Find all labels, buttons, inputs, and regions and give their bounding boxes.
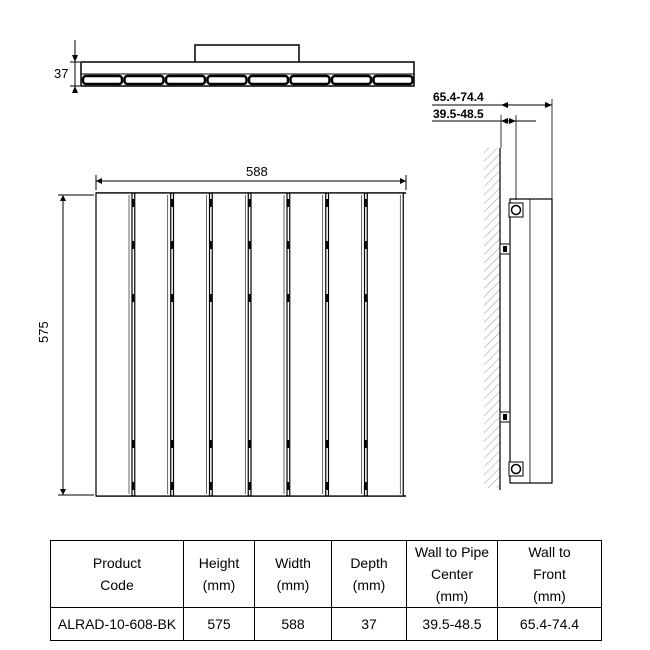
height-label: 575 [36, 321, 51, 343]
front-view-panel [329, 193, 365, 496]
header-wall-to-front: Wall to Front (mm) [498, 541, 602, 608]
wall-hatch [484, 148, 500, 488]
top-view-slot [208, 76, 247, 84]
top-view-slot [332, 76, 371, 84]
specification-table [50, 540, 602, 641]
side-view-bracket-upper [500, 244, 510, 254]
top-view [54, 40, 414, 93]
cell-wall-to-front: 65.4-74.4 [498, 608, 602, 641]
cell-depth: 37 [332, 608, 407, 641]
cell-product-code: ALRAD-10-608-BK [51, 608, 184, 641]
header-height: Height (mm) [184, 541, 255, 608]
front-view [36, 164, 406, 496]
front-view-panel [290, 193, 326, 496]
front-view-panel [96, 193, 132, 496]
top-view-slot [374, 76, 413, 84]
front-view-panel [367, 193, 403, 496]
cell-width: 588 [255, 608, 332, 641]
wall-to-front-label: 65.4-74.4 [433, 90, 484, 104]
front-view-panel [212, 193, 248, 496]
table-row [51, 608, 602, 641]
header-wall-to-pipe-center: Wall to Pipe Center (mm) [407, 541, 498, 608]
wall-to-pipe-label: 39.5-48.5 [433, 107, 484, 121]
depth-label: 37 [54, 66, 69, 81]
side-view-radiator [510, 199, 552, 483]
side-view-bracket-lower [500, 412, 510, 422]
front-view-panel [174, 193, 210, 496]
top-view-slot [125, 76, 164, 84]
top-view-slot [83, 76, 122, 84]
top-view-slot [166, 76, 205, 84]
header-depth: Depth (mm) [332, 541, 407, 608]
width-label: 588 [246, 164, 268, 179]
front-view-panels [96, 193, 406, 496]
top-view-bracket [195, 45, 299, 63]
table-header-row [51, 541, 602, 608]
header-product-code: Product Code [51, 541, 184, 608]
cell-wall-to-pipe-center: 39.5-48.5 [407, 608, 498, 641]
front-view-panel [135, 193, 171, 496]
side-view [432, 90, 552, 490]
side-view-bottom-fitting [509, 462, 523, 476]
top-view-slot [249, 76, 288, 84]
cell-height: 575 [184, 608, 255, 641]
side-view-top-fitting [509, 203, 523, 217]
front-view-panel [251, 193, 287, 496]
top-view-slot [291, 76, 330, 84]
header-width: Width (mm) [255, 541, 332, 608]
